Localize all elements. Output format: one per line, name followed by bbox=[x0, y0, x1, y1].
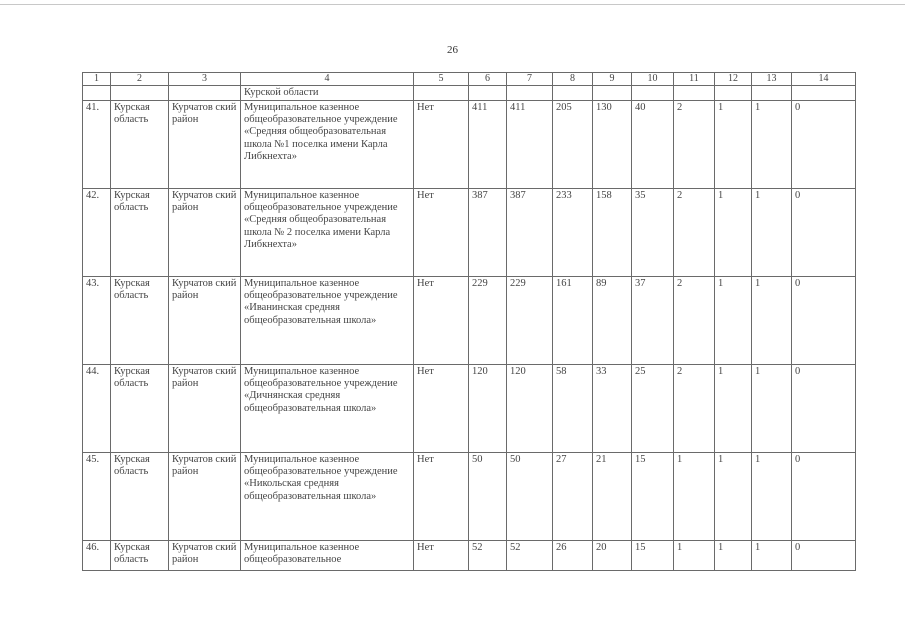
column-number-5: 5 bbox=[414, 73, 469, 86]
column-10-cell: 35 bbox=[632, 189, 674, 277]
column-number-12: 12 bbox=[715, 73, 752, 86]
data-table bbox=[82, 72, 856, 571]
region-cell: Курская область bbox=[111, 453, 169, 541]
institution-name-cell: Муниципальное казенное общеобразовательное учреждение «Никольская средняя общеобразовательная школа» bbox=[241, 453, 414, 541]
column-8-cell: 26 bbox=[553, 541, 593, 571]
institution-name-cell: Муниципальное казенное общеобразовательное bbox=[241, 541, 414, 571]
column-11-cell: 2 bbox=[674, 101, 715, 189]
row-number: 41. bbox=[83, 101, 111, 189]
page-top-edge bbox=[0, 4, 905, 5]
table-row bbox=[83, 189, 856, 277]
column-number-1: 1 bbox=[83, 73, 111, 86]
column-number-8: 8 bbox=[553, 73, 593, 86]
cell-empty bbox=[553, 86, 593, 101]
column-10-cell: 37 bbox=[632, 277, 674, 365]
row-number: 44. bbox=[83, 365, 111, 453]
column-10-cell: 40 bbox=[632, 101, 674, 189]
column-14-cell: 0 bbox=[792, 277, 856, 365]
row-number: 43. bbox=[83, 277, 111, 365]
column-5-cell: Нет bbox=[414, 101, 469, 189]
region-cell: Курская область bbox=[111, 101, 169, 189]
row-number: 45. bbox=[83, 453, 111, 541]
column-8-cell: 58 bbox=[553, 365, 593, 453]
column-12-cell: 1 bbox=[715, 277, 752, 365]
column-14-cell: 0 bbox=[792, 101, 856, 189]
row-number: 42. bbox=[83, 189, 111, 277]
region-cell: Курская область bbox=[111, 365, 169, 453]
column-7-cell: 229 bbox=[507, 277, 553, 365]
column-9-cell: 89 bbox=[593, 277, 632, 365]
cell-empty bbox=[507, 86, 553, 101]
column-8-cell: 161 bbox=[553, 277, 593, 365]
column-12-cell: 1 bbox=[715, 541, 752, 571]
region-cell: Курская область bbox=[111, 277, 169, 365]
cell-empty bbox=[83, 86, 111, 101]
column-12-cell: 1 bbox=[715, 189, 752, 277]
table-row bbox=[83, 277, 856, 365]
column-12-cell: 1 bbox=[715, 101, 752, 189]
column-13-cell: 1 bbox=[752, 453, 792, 541]
continuation-row bbox=[83, 86, 856, 101]
cell-empty bbox=[792, 86, 856, 101]
column-number-13: 13 bbox=[752, 73, 792, 86]
cell-empty bbox=[674, 86, 715, 101]
table-row bbox=[83, 365, 856, 453]
column-10-cell: 25 bbox=[632, 365, 674, 453]
table-row bbox=[83, 541, 856, 571]
column-number-6: 6 bbox=[469, 73, 507, 86]
column-11-cell: 2 bbox=[674, 277, 715, 365]
column-14-cell: 0 bbox=[792, 541, 856, 571]
column-number-10: 10 bbox=[632, 73, 674, 86]
column-number-2: 2 bbox=[111, 73, 169, 86]
column-13-cell: 1 bbox=[752, 365, 792, 453]
column-6-cell: 52 bbox=[469, 541, 507, 571]
column-8-cell: 27 bbox=[553, 453, 593, 541]
column-number-7: 7 bbox=[507, 73, 553, 86]
table-row bbox=[83, 453, 856, 541]
row-number: 46. bbox=[83, 541, 111, 571]
column-9-cell: 158 bbox=[593, 189, 632, 277]
cell-empty bbox=[169, 86, 241, 101]
institution-name-cell: Муниципальное казенное общеобразовательное учреждение «Дичнянская средняя общеобразовательная школа» bbox=[241, 365, 414, 453]
institution-name-cell: Муниципальное казенное общеобразовательное учреждение «Средняя общеобразовательная школа № 2 поселка имени Карла Либкнехта» bbox=[241, 189, 414, 277]
column-6-cell: 387 bbox=[469, 189, 507, 277]
column-13-cell: 1 bbox=[752, 189, 792, 277]
column-12-cell: 1 bbox=[715, 365, 752, 453]
column-8-cell: 205 bbox=[553, 101, 593, 189]
cell-empty bbox=[752, 86, 792, 101]
column-8-cell: 233 bbox=[553, 189, 593, 277]
column-7-cell: 52 bbox=[507, 541, 553, 571]
column-9-cell: 130 bbox=[593, 101, 632, 189]
cell-empty bbox=[632, 86, 674, 101]
column-number-11: 11 bbox=[674, 73, 715, 86]
column-5-cell: Нет bbox=[414, 541, 469, 571]
column-13-cell: 1 bbox=[752, 541, 792, 571]
column-number-row bbox=[83, 73, 856, 86]
column-6-cell: 229 bbox=[469, 277, 507, 365]
column-6-cell: 411 bbox=[469, 101, 507, 189]
column-12-cell: 1 bbox=[715, 453, 752, 541]
district-cell: Курчатов ский район bbox=[169, 541, 241, 571]
column-13-cell: 1 bbox=[752, 277, 792, 365]
column-10-cell: 15 bbox=[632, 541, 674, 571]
district-cell: Курчатов ский район bbox=[169, 101, 241, 189]
column-number-3: 3 bbox=[169, 73, 241, 86]
column-11-cell: 2 bbox=[674, 365, 715, 453]
cell-empty bbox=[469, 86, 507, 101]
institution-name-cell: Муниципальное казенное общеобразовательное учреждение «Средняя общеобразовательная школа №1 поселка имени Карла Либкнехта» bbox=[241, 101, 414, 189]
cell-empty bbox=[414, 86, 469, 101]
district-cell: Курчатов ский район bbox=[169, 277, 241, 365]
column-5-cell: Нет bbox=[414, 277, 469, 365]
cell-empty bbox=[593, 86, 632, 101]
column-number-9: 9 bbox=[593, 73, 632, 86]
column-11-cell: 1 bbox=[674, 453, 715, 541]
cell-empty bbox=[715, 86, 752, 101]
column-14-cell: 0 bbox=[792, 189, 856, 277]
column-5-cell: Нет bbox=[414, 453, 469, 541]
column-14-cell: 0 bbox=[792, 365, 856, 453]
column-6-cell: 50 bbox=[469, 453, 507, 541]
column-7-cell: 387 bbox=[507, 189, 553, 277]
district-cell: Курчатов ский район bbox=[169, 453, 241, 541]
table-row bbox=[83, 101, 856, 189]
column-5-cell: Нет bbox=[414, 365, 469, 453]
column-7-cell: 411 bbox=[507, 101, 553, 189]
column-10-cell: 15 bbox=[632, 453, 674, 541]
column-6-cell: 120 bbox=[469, 365, 507, 453]
column-9-cell: 33 bbox=[593, 365, 632, 453]
institution-name-cell: Муниципальное казенное общеобразовательное учреждение «Иванинская средняя общеобразовательная школа» bbox=[241, 277, 414, 365]
column-9-cell: 21 bbox=[593, 453, 632, 541]
cell-empty bbox=[111, 86, 169, 101]
column-11-cell: 2 bbox=[674, 189, 715, 277]
district-cell: Курчатов ский район bbox=[169, 189, 241, 277]
column-9-cell: 20 bbox=[593, 541, 632, 571]
region-cell: Курская область bbox=[111, 189, 169, 277]
page-number: 26 bbox=[447, 44, 458, 56]
region-cell: Курская область bbox=[111, 541, 169, 571]
column-11-cell: 1 bbox=[674, 541, 715, 571]
continuation-text: Курской области bbox=[241, 86, 414, 101]
column-7-cell: 50 bbox=[507, 453, 553, 541]
district-cell: Курчатов ский район bbox=[169, 365, 241, 453]
column-14-cell: 0 bbox=[792, 453, 856, 541]
column-13-cell: 1 bbox=[752, 101, 792, 189]
column-number-4: 4 bbox=[241, 73, 414, 86]
column-number-14: 14 bbox=[792, 73, 856, 86]
column-5-cell: Нет bbox=[414, 189, 469, 277]
column-7-cell: 120 bbox=[507, 365, 553, 453]
